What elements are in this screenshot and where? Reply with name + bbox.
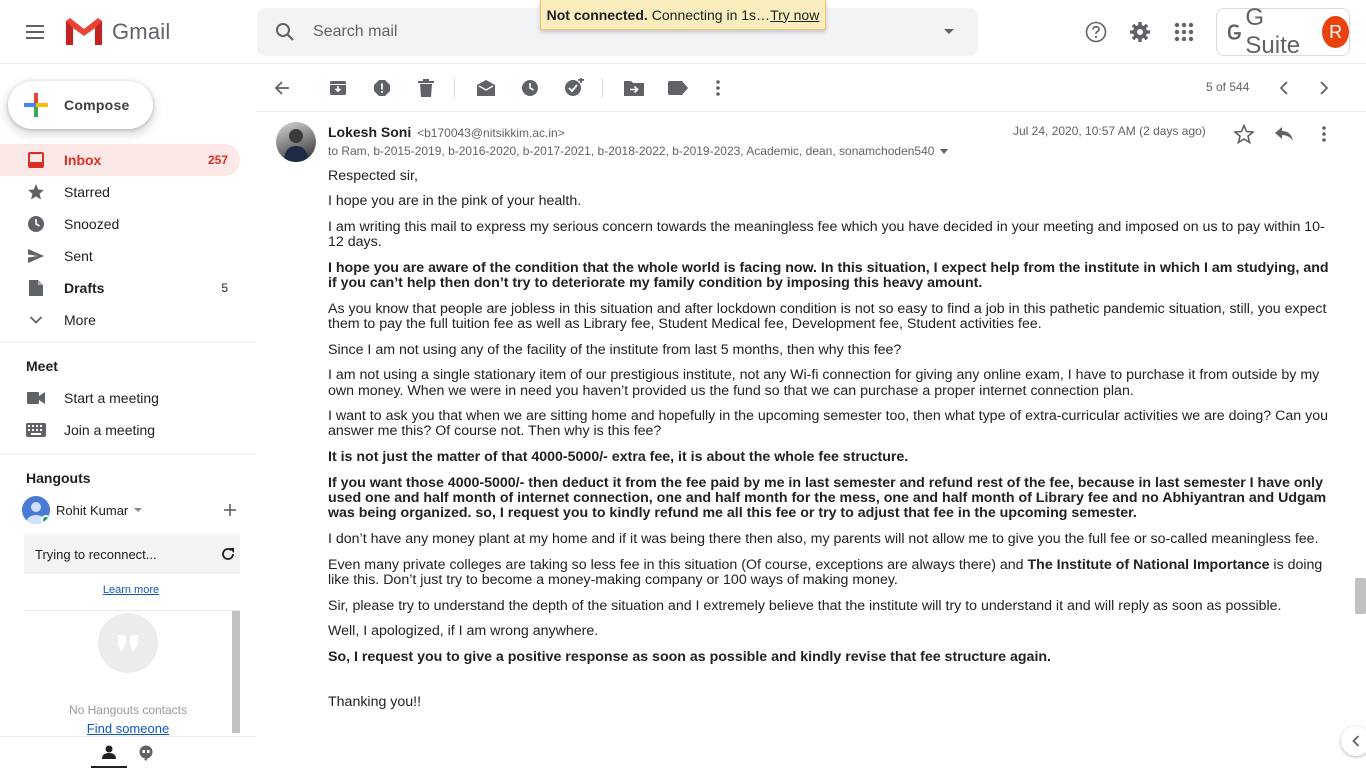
side-panel-toggle[interactable] xyxy=(1341,726,1366,756)
send-icon xyxy=(27,247,45,265)
meet-section-title: Meet xyxy=(26,358,58,374)
gmail-m-icon xyxy=(64,17,104,47)
sidebar-item-label: Snoozed xyxy=(64,216,120,232)
toolbar-separator xyxy=(454,78,455,98)
sidebar-item-more[interactable] xyxy=(0,304,240,336)
support-button[interactable] xyxy=(1080,16,1112,48)
hangouts-tabs xyxy=(0,736,256,768)
email-paragraph: I don’t have any money plant at my home and if it was being there then also, my parents will not allow me to give you the full fee or so-called meaningless fee. xyxy=(328,530,1319,547)
plus-icon xyxy=(224,504,236,516)
sidebar-item-label: Drafts xyxy=(64,280,105,296)
older-button[interactable] xyxy=(1308,72,1340,104)
label-icon xyxy=(668,81,688,95)
unread-count: 257 xyxy=(207,153,228,167)
sender-avatar[interactable] xyxy=(276,122,316,162)
email-paragraph: I hope you are aware of the condition that the whole world is facing now. In this situation, I expect help from the institute in which I am studying, and if you can’t help then don’t try to deteriorate my family condition by imposing this heavy amount. xyxy=(328,259,1329,292)
clock-icon xyxy=(27,215,45,233)
sender-email: <b170043@nitsikkim.ac.in> xyxy=(417,126,565,140)
main-scrollbar[interactable] xyxy=(1355,578,1366,614)
compose-button[interactable] xyxy=(8,81,153,129)
sidebar-item-label: Sent xyxy=(64,248,93,264)
sidebar-item-label: More xyxy=(64,312,96,328)
account-avatar[interactable]: R xyxy=(1322,16,1349,48)
inbox-icon xyxy=(27,151,45,169)
move-to-button[interactable] xyxy=(618,72,650,104)
chevron-right-icon xyxy=(1319,81,1329,95)
report-spam-button[interactable] xyxy=(366,72,398,104)
email-paragraph: I am writing this mail to express my serious concern towards the meaningless fee which you have decided in your meeting and imposed on us to pay within 10-12 days. xyxy=(328,218,1325,251)
email-text: is doing like this. Don’t just try to become a money-making company or 100 ways of making money. xyxy=(328,556,1323,588)
hangouts-bubble-icon xyxy=(98,613,158,673)
email-paragraph: I want to ask you that when we are sitting home and hopefully in the upcoming semester too, then what type of extra-curricular activities we are doing? Can you answer me this? Of course not. Then why is this fee? xyxy=(328,408,1328,440)
recipients-list: to Ram, b-2015-2019, b-2016-2020, b-2017-2021, b-2018-2022, b-2019-2023, Academic, dean, sonamchoden540 xyxy=(328,144,935,158)
join-meeting-button[interactable] xyxy=(26,414,155,446)
message-toolbar xyxy=(256,64,1366,112)
google-g-icon xyxy=(1225,21,1243,43)
search-icon xyxy=(275,22,295,42)
more-vert-icon xyxy=(716,80,720,96)
recipients-line xyxy=(328,144,948,158)
gmail-logo[interactable] xyxy=(64,14,170,50)
hangouts-user-name: Rohit Kumar xyxy=(56,502,129,518)
archive-icon xyxy=(329,79,347,97)
sidebar-item-drafts[interactable] xyxy=(0,272,240,304)
gsuite-label: G Suite xyxy=(1245,4,1301,59)
sidebar-item-inbox[interactable] xyxy=(0,144,240,176)
join-meeting-label: Join a meeting xyxy=(64,422,156,438)
connection-message: Connecting in 1s… xyxy=(651,6,771,23)
contacts-scrollbar[interactable] xyxy=(232,611,240,733)
person-icon xyxy=(102,745,116,759)
spam-icon xyxy=(373,79,391,97)
keyboard-icon xyxy=(26,423,46,437)
no-contacts-message: No Hangouts contacts xyxy=(68,703,188,717)
caret-down-icon xyxy=(134,508,142,512)
email-paragraph: Well, I apologized, if I am wrong anywhere. xyxy=(328,623,599,640)
find-someone-link[interactable]: Find someone xyxy=(86,721,170,736)
chevron-down-icon xyxy=(29,315,43,325)
compose-label: Compose xyxy=(64,97,130,113)
reply-icon xyxy=(1275,127,1293,141)
email-paragraph xyxy=(328,558,1338,588)
delete-button[interactable] xyxy=(410,72,442,104)
hamburger-menu-icon xyxy=(26,25,46,39)
reconnect-message: Trying to reconnect... xyxy=(35,546,157,562)
sidebar-item-label: Starred xyxy=(64,184,110,200)
help-icon xyxy=(1085,21,1107,43)
newer-button[interactable] xyxy=(1268,72,1300,104)
email-body xyxy=(328,169,1338,721)
draft-icon xyxy=(28,279,44,297)
email-paragraph: Sir, please try to understand the depth of the situation and I extremely believe that the institute will try to understand it and will reply as soon as possible. xyxy=(328,597,1282,614)
add-to-tasks-button[interactable] xyxy=(558,72,590,104)
hangouts-section-title: Hangouts xyxy=(26,470,91,486)
add-task-icon xyxy=(564,78,584,98)
settings-button[interactable] xyxy=(1124,16,1156,48)
email-view xyxy=(256,112,1350,768)
email-paragraph: Since I am not using any of the facility of the institute from last 5 months, then why this fee? xyxy=(328,341,902,358)
chevron-left-icon xyxy=(1352,735,1360,747)
plus-icon xyxy=(24,93,48,117)
caret-down-icon xyxy=(943,28,955,36)
email-paragraph: So, I request you to give a positive response as soon as possible and kindly revise that fee structure again. xyxy=(328,648,1051,665)
tab-conversations[interactable] xyxy=(128,737,164,768)
start-meeting-label: Start a meeting xyxy=(64,390,159,406)
sender-line xyxy=(328,124,565,140)
archive-button[interactable] xyxy=(322,72,354,104)
email-text: Even many private colleges are taking so less fee in this situation (Of course, exceptions are always there) and xyxy=(328,556,1028,573)
search-options-button[interactable] xyxy=(920,28,978,36)
more-actions-button[interactable] xyxy=(702,72,734,104)
search-button[interactable] xyxy=(257,22,313,42)
email-paragraph: Thanking you!! xyxy=(328,694,422,711)
email-text-bold: The Institute of National Importance xyxy=(1027,556,1270,573)
email-paragraph: If you want those 4000-5000/- then deduct it from the fee paid by me in last semester and refund rest of the fee, because in last semester I have only used one and half month of internet connection, one and half month for the mess, one and half month of Library fee and no Abhiyantran and Udgam was being organized. so, I request you to kindly refund me all this fee or try to adjust that fee in the upcoming semester. xyxy=(328,474,1327,522)
email-paragraph: As you know that people are jobless in this situation and after lockdown condition is not so easy to find a job in this pathetic pandemic situation, still, you expect them to pay the full tuition fee as well as Library fee, Student Medical fee, Development fee, Student activities fee. xyxy=(328,300,1327,332)
chevron-left-icon xyxy=(1279,81,1289,95)
email-paragraph: I hope you are in the pink of your health. xyxy=(328,192,582,209)
email-paragraph: Respected sir, xyxy=(328,168,418,184)
mark-unread-icon xyxy=(476,80,496,96)
mail-folders xyxy=(0,144,240,336)
email-paragraph: I am not using a single stationary item of our prestigious institute, not any Wi-fi connection for giving any online exam, I have to purchase it from outside by my own money. When we were in need you haven’t provided us the fund so that we can purchase a proper internet connection plan. xyxy=(328,367,1320,399)
folder-move-icon xyxy=(624,80,644,96)
sidebar xyxy=(0,64,256,768)
learn-more-link[interactable]: Learn more xyxy=(102,584,160,596)
sidebar-item-sent[interactable] xyxy=(0,240,240,272)
reply-button[interactable] xyxy=(1270,120,1298,148)
draft-count: 5 xyxy=(221,281,228,295)
trash-icon xyxy=(418,79,434,97)
snooze-button[interactable] xyxy=(514,72,546,104)
email-paragraph: It is not just the matter of that 4000-5000/- extra fee, it is about the whole fee structure. xyxy=(328,449,909,466)
gsuite-account-button[interactable] xyxy=(1216,4,1350,59)
try-now-link[interactable]: Try now xyxy=(770,6,820,23)
back-button[interactable] xyxy=(266,72,298,104)
arrow-back-icon xyxy=(274,80,290,96)
more-vert-icon xyxy=(1322,126,1326,142)
start-meeting-button[interactable] xyxy=(26,382,159,414)
star-button[interactable] xyxy=(1230,120,1258,148)
refresh-icon[interactable] xyxy=(220,546,236,562)
connection-status-banner xyxy=(540,0,826,30)
sidebar-divider xyxy=(0,342,256,343)
sidebar-item-label: Inbox xyxy=(64,152,102,168)
video-camera-icon xyxy=(27,392,45,404)
toolbar-separator xyxy=(602,78,603,98)
sidebar-item-snoozed[interactable] xyxy=(0,208,240,240)
hangouts-user[interactable] xyxy=(22,494,242,526)
user-avatar xyxy=(22,496,50,524)
reconnect-panel xyxy=(24,534,240,574)
sidebar-divider xyxy=(0,454,256,455)
show-details-icon[interactable] xyxy=(940,149,948,154)
labels-button[interactable] xyxy=(662,72,694,104)
sender-name[interactable]: Lokesh Soni xyxy=(328,124,412,140)
pagination-count: 5 of 544 xyxy=(1206,80,1250,94)
star-icon xyxy=(27,183,45,201)
quote-icon xyxy=(98,613,158,673)
clock-icon xyxy=(521,79,539,97)
main-menu-button[interactable] xyxy=(20,16,52,48)
app-name: Gmail xyxy=(112,19,171,44)
sidebar-item-starred[interactable] xyxy=(0,176,240,208)
hangouts-contacts-panel xyxy=(24,610,240,736)
chat-bubble-icon xyxy=(138,745,154,761)
new-conversation-button[interactable] xyxy=(218,498,242,522)
tab-contacts[interactable] xyxy=(91,737,127,768)
apps-grid-icon xyxy=(1174,22,1194,42)
email-date: Jul 24, 2020, 10:57 AM (2 days ago) xyxy=(1013,124,1206,138)
apps-button[interactable] xyxy=(1168,16,1200,48)
message-more-button[interactable] xyxy=(1310,120,1338,148)
online-status-indicator xyxy=(41,515,50,524)
gear-icon xyxy=(1129,21,1151,43)
person-photo-icon xyxy=(276,122,316,162)
mark-unread-button[interactable] xyxy=(470,72,502,104)
star-outline-icon xyxy=(1234,124,1254,144)
connection-status: Not connected. xyxy=(546,6,648,23)
